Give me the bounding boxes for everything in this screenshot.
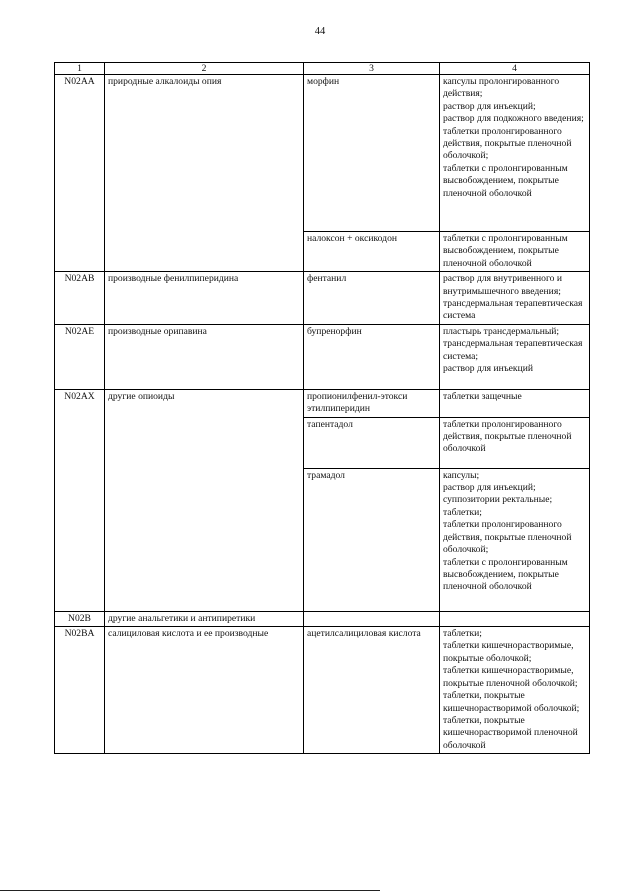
dosage-forms-cell: таблетки пролонгированного действия, покрытые пленочной оболочкой [440, 417, 590, 468]
atc-code-cell: N02AA [55, 75, 105, 272]
drug-name-cell: бупренорфин [304, 324, 440, 389]
drug-name-cell: налоксон + оксикодон [304, 232, 440, 272]
drug-name-cell: ацетилсалициловая кислота [304, 627, 440, 754]
table-row [55, 272, 590, 325]
page-number: 44 [314, 26, 326, 37]
group-name-cell: другие опиоиды [105, 389, 304, 611]
table-row [55, 611, 590, 626]
drug-name-cell: тапентадол [304, 417, 440, 468]
dosage-forms-cell [440, 611, 590, 626]
column-header: 4 [440, 63, 590, 75]
atc-code-cell: N02AX [55, 389, 105, 611]
column-header: 2 [105, 63, 304, 75]
atc-code-cell: N02AE [55, 324, 105, 389]
group-name-cell: производные фенилпиперидина [105, 272, 304, 325]
drug-name-cell: трамадол [304, 468, 440, 611]
drug-name-cell: морфин [304, 75, 440, 232]
atc-code-cell: N02AB [55, 272, 105, 325]
dosage-forms-cell: таблетки; таблетки кишечнорастворимые, покрытые оболочкой; таблетки кишечнорастворимые, покрытые пленочной оболочкой; таблетки, покрытые кишечнорастворимой оболочкой; таблетки, покрытые кишечнорастворимой пленочной оболочкой [440, 627, 590, 754]
table-row [55, 75, 590, 232]
dosage-forms-cell: капсулы; раствор для инъекций; суппозитории ректальные; таблетки; таблетки пролонгированного действия, покрытые пленочной оболочкой; таблетки с пролонгированным высвобождением, покрытые пленочной оболочкой [440, 468, 590, 611]
dosage-forms-cell: таблетки защечные [440, 389, 590, 417]
group-name-cell: другие анальгетики и антипиретики [105, 611, 304, 626]
drug-name-cell [304, 611, 440, 626]
table-row [55, 324, 590, 389]
dosage-forms-cell: пластырь трансдермальный; трансдермальная терапевтическая система; раствор для инъекций [440, 324, 590, 389]
bottom-divider [0, 890, 380, 891]
drug-table [54, 62, 590, 754]
column-header: 3 [304, 63, 440, 75]
table-row [55, 389, 590, 417]
drug-name-cell: пропионилфенил-этокси этилпиперидин [304, 389, 440, 417]
group-name-cell: природные алкалоиды опия [105, 75, 304, 272]
drug-name-cell: фентанил [304, 272, 440, 325]
column-header: 1 [55, 63, 105, 75]
dosage-forms-cell: таблетки с пролонгированным высвобождением, покрытые пленочной оболочкой [440, 232, 590, 272]
dosage-forms-cell: капсулы пролонгированного действия; раствор для инъекций; раствор для подкожного введения; таблетки пролонгированного действия, покрытые пленочной оболочкой; таблетки с пролонгированным высвобождением, покрытые пленочной оболочкой [440, 75, 590, 232]
table-header-row [55, 63, 590, 75]
group-name-cell: производные орипавина [105, 324, 304, 389]
atc-code-cell: N02B [55, 611, 105, 626]
group-name-cell: салициловая кислота и ее производные [105, 627, 304, 754]
dosage-forms-cell: раствор для внутривенного и внутримышечного введения; трансдермальная терапевтическая система [440, 272, 590, 325]
atc-code-cell: N02BA [55, 627, 105, 754]
table-row [55, 627, 590, 754]
